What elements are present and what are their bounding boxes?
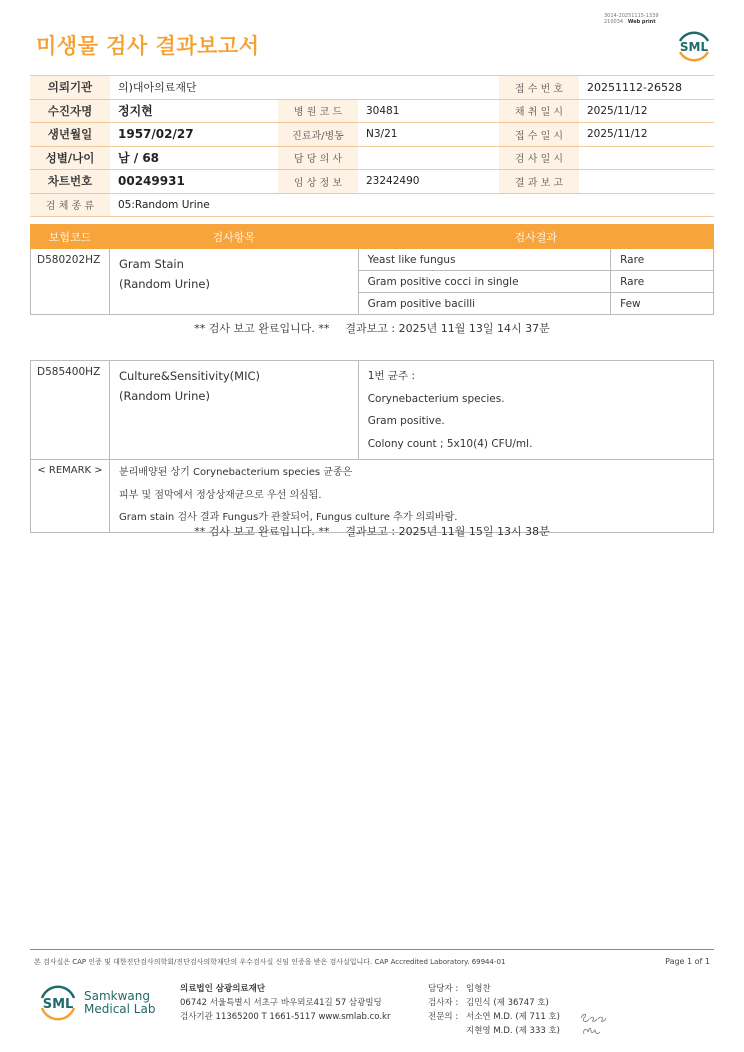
- report-time: 결과보고 : 2025년 11월 13일 14시 37분: [345, 322, 550, 335]
- accreditation-note: 본 검사실은 CAP 인증 및 대한진단검사의학회/진단검사의학재단의 우수검사실 신임 인증을 받은 검사실입니다. CAP Accredited Laboratory. 69944-01: [34, 958, 506, 966]
- test-date-label: 검 사 일 시: [499, 146, 579, 170]
- table-row: [31, 249, 714, 271]
- print-meta: [604, 13, 659, 25]
- table-row: [30, 76, 714, 100]
- result-name: Yeast like fungus: [358, 249, 611, 271]
- collect-date-value: 2025/11/12: [579, 99, 714, 123]
- staff-row: 검사자 : 김민식 (제 36747 호): [428, 998, 549, 1008]
- clinical-label: 임 상 정 보: [278, 170, 358, 194]
- receipt-date-label: 접 수 일 시: [499, 123, 579, 147]
- table-header-row: [31, 225, 714, 249]
- sml-logo-icon: [674, 25, 714, 65]
- test-date-value: [579, 146, 714, 170]
- collect-date-label: 채 취 일 시: [499, 99, 579, 123]
- specimen-label: 검 체 종 류: [30, 193, 110, 217]
- staff-list: [428, 982, 560, 1038]
- result-line: Colony count ; 5x10(4) CFU/ml.: [367, 437, 533, 450]
- dept-label: 진료과/병동: [278, 123, 358, 147]
- brand-name: Samkwang Medical Lab: [84, 989, 156, 1016]
- footer-divider: [30, 949, 714, 950]
- table-row: [30, 99, 714, 123]
- sex-age-label: 성별/나이: [30, 146, 110, 170]
- svg-text:SML: SML: [42, 997, 74, 1012]
- table-row: [30, 146, 714, 170]
- table-row: [31, 460, 714, 533]
- culture-table: [30, 360, 714, 533]
- report-time: 결과보고 : 2025년 11월 15일 13시 38분: [345, 525, 550, 538]
- test-item: [109, 361, 358, 460]
- signature-icon: [578, 1008, 608, 1042]
- report-complete-text: ** 검사 보고 완료입니다. **: [194, 525, 330, 538]
- org-name: 의료법인 삼광의료재단: [180, 984, 266, 994]
- staff-row: 전문의 : 서소연 M.D. (제 711 호): [428, 1012, 561, 1022]
- result-line: 1번 균주 :: [367, 370, 416, 382]
- table-row: [30, 193, 714, 217]
- requester-value: 의)대아의료재단: [110, 76, 499, 100]
- org-address: 06742 서울특별시 서초구 바우뫼로41길 57 삼광빌딩: [180, 998, 382, 1008]
- staff-row: 지현영 M.D. (제 333 호): [466, 1026, 561, 1036]
- birth-label: 생년월일: [30, 123, 110, 147]
- result-name: Gram positive cocci in single: [358, 271, 611, 293]
- test-item: [109, 249, 358, 315]
- report-complete-line: [0, 320, 744, 336]
- result-value: Few: [611, 293, 714, 315]
- receipt-no-label: 접 수 번 호: [499, 76, 579, 100]
- report-complete-text: ** 검사 보고 완료입니다. **: [194, 322, 330, 335]
- result-value: Rare: [611, 249, 714, 271]
- result-value: Rare: [611, 271, 714, 293]
- table-row: [31, 361, 714, 460]
- insurance-code-header: 보험코드: [31, 225, 110, 249]
- test-item-name: Culture&Sensitivity(MIC): [118, 369, 260, 383]
- doctor-label: 담 당 의 사: [278, 146, 358, 170]
- chart-label: 차트번호: [30, 170, 110, 194]
- sml-logo-icon: [36, 980, 80, 1024]
- sex-age-value: 남 / 68: [110, 146, 278, 170]
- remark-line: 피부 및 점막에서 정상상재균으로 우선 의심됨.: [118, 489, 322, 501]
- report-value: [579, 170, 714, 194]
- test-result-header: 검사결과: [358, 225, 713, 249]
- test-item-header: 검사항목: [109, 225, 358, 249]
- test-item-name: Gram Stain: [118, 257, 184, 271]
- table-row: [30, 123, 714, 147]
- remark-line: 분리배양된 상기 Corynebacterium species 균종은: [118, 467, 353, 478]
- culture-result: [358, 361, 713, 460]
- table-row: [30, 170, 714, 194]
- doctor-value: [358, 146, 499, 170]
- birth-value: 1957/02/27: [110, 123, 278, 147]
- test-item-specimen: (Random Urine): [118, 389, 210, 403]
- result-name: Gram positive bacilli: [358, 293, 611, 315]
- org-contact: 검사기관 11365200 T 1661-5117 www.smlab.co.kr: [180, 1012, 391, 1022]
- result-line: Corynebacterium species.: [367, 392, 505, 405]
- print-meta-line1: 3014-20251115-1339: [604, 13, 659, 19]
- remark-line: Gram stain 검사 결과 Fungus가 관찰되어, Fungus culture 추가 의뢰바람.: [118, 512, 458, 523]
- result-line: Gram positive.: [367, 415, 445, 427]
- name-label: 수진자명: [30, 99, 110, 123]
- hospital-code-label: 병 원 코 드: [278, 99, 358, 123]
- gram-stain-table: [30, 224, 714, 315]
- svg-text:SML: SML: [679, 40, 709, 54]
- receipt-no-value: 20251112-26528: [579, 76, 714, 100]
- specimen-value: 05:Random Urine: [110, 193, 714, 217]
- chart-value: 00249931: [110, 170, 278, 194]
- organization-info: [180, 982, 390, 1024]
- clinical-value: 23242490: [358, 170, 499, 194]
- remark-text: [109, 460, 713, 533]
- test-item-specimen: (Random Urine): [118, 277, 210, 291]
- hospital-code-value: 30481: [358, 99, 499, 123]
- receipt-date-value: 2025/11/12: [579, 123, 714, 147]
- patient-info-table: [30, 75, 714, 217]
- report-complete-line: [0, 523, 744, 539]
- report-label: 결 과 보 고: [499, 170, 579, 194]
- page-number: Page 1 of 1: [665, 957, 710, 966]
- name-value: 정지현: [110, 99, 278, 123]
- remark-label: < REMARK >: [31, 460, 110, 533]
- staff-row: 담당자 : 임형찬: [428, 984, 491, 994]
- test-code: D585400HZ: [31, 361, 110, 460]
- print-meta-line2: 210034 Web print: [604, 19, 656, 25]
- footer-logo: [36, 980, 156, 1026]
- dept-value: N3/21: [358, 123, 499, 147]
- requester-label: 의뢰기관: [30, 76, 110, 100]
- test-code: D580202HZ: [31, 249, 110, 315]
- page-title: 미생물 검사 결과보고서: [36, 34, 260, 58]
